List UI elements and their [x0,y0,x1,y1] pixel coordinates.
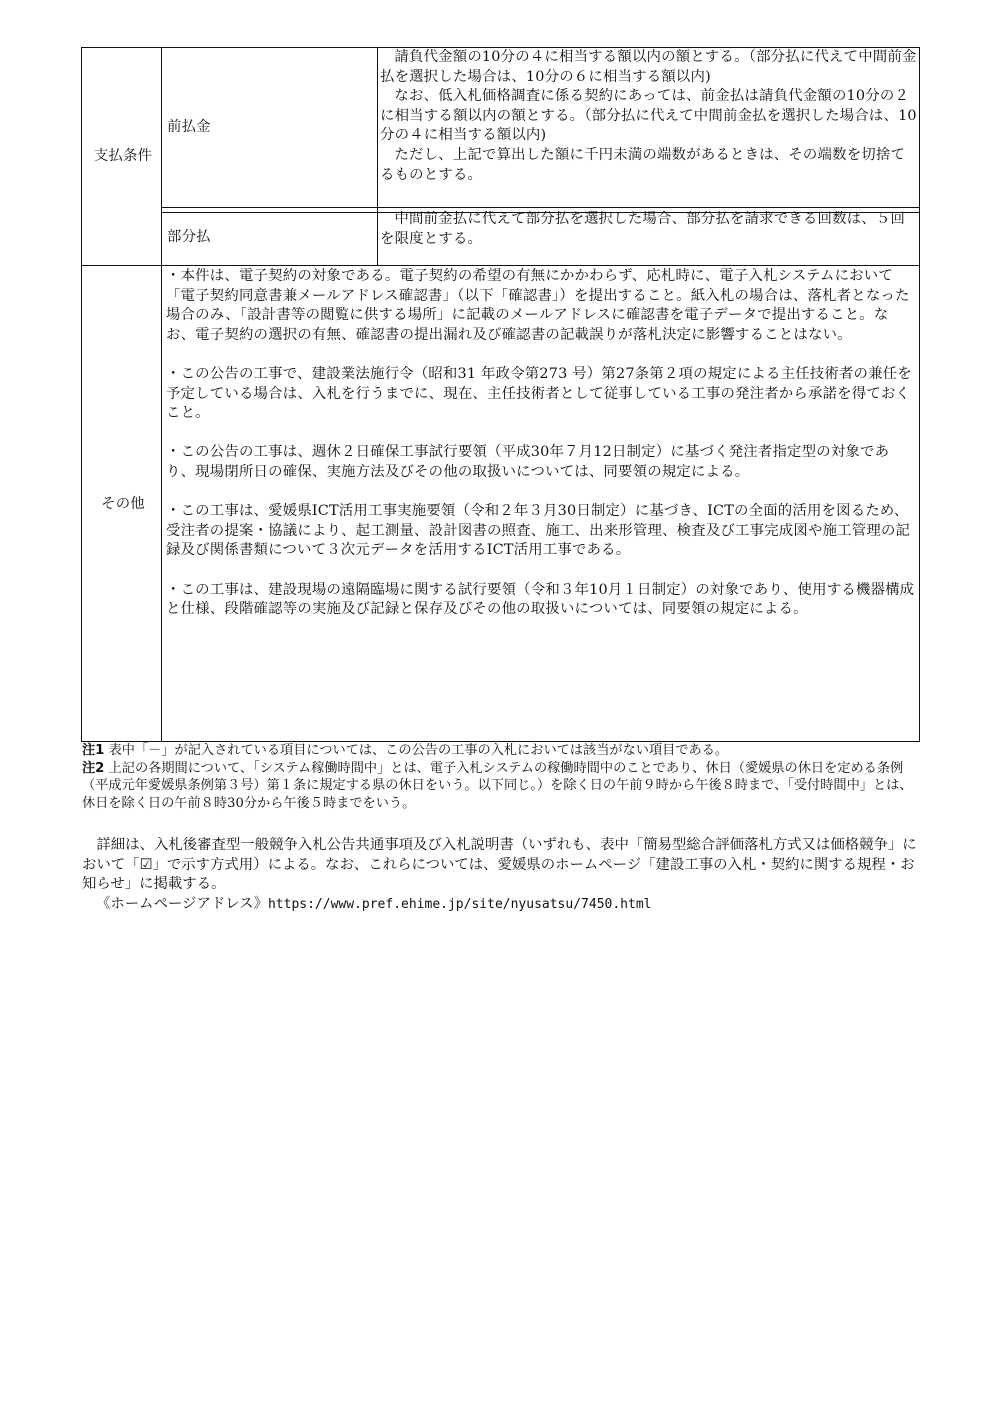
homepage-address-label: 《ホームページアドレス》 [96,895,268,912]
advance-payment-label: 前払金 [167,119,211,135]
other-paragraph-2: ・この公告の工事で、建設業法施行令（昭和31 年政令第273 号）第27条第２項の規定による主任技術者の兼任を予定している場合は、入札を行うまでに、現在、主任技術者として従事している工事の発注者から承諾を得ておくこと。 [166,365,912,422]
table-border-payment-bottom [81,265,920,266]
advance-payment-content [380,48,917,185]
payment-conditions-label: 支払条件 [93,148,153,164]
advance-payment-line-2: なお、低入札価格調査に係る契約にあっては、前金払は請負代金額の10分の２に相当する額以内の額とする。（部分払に代えて中間前金払を選択した場合は、10分の４に相当する額以内) [380,88,917,144]
other-content [166,267,916,620]
notes-section [82,742,922,812]
table-border-col1 [161,47,162,742]
note-2-label: 注2 [82,760,105,776]
other-paragraph-1: ・本件は、電子契約の対象である。電子契約の希望の有無にかかわらず、応札時に、電子入札システムにおいて「電子契約同意書兼メールアドレス確認書」（以下「確認書」）を提出すること。紙入札の場合は、落札者となった場合のみ、「設計書等の閲覧に供する場所」に記載のメールアドレスに確認書を電子データで提出すること。なお、電子契約の選択の有無、確認書の提出漏れ及び確認書の記載誤りが落札決定に影響することはない。 [166,268,910,343]
details-text: 詳細は、入札後審査型一般競争入札公告共通事項及び入札説明書（いずれも、表中「簡易型総合評価落札方式又は価格競争」において「☑」で示す方式用）による。なお、これらについては、愛媛県のホームページ「建設工事の入札・契約に関する規程・お知らせ」に掲載する。 [82,837,917,893]
advance-payment-line-3: ただし、上記で算出した額に千円未満の端数があるときは、その端数を切捨てるものとする。 [380,146,906,183]
note-1-text: 表中「－」が記入されている項目については、この公告の工事の入札においては該当がない項目である。 [108,743,729,758]
other-paragraph-4: ・この工事は、愛媛県ICT活用工事実施要領（令和２年３月30日制定）に基づき、ICTの全面的活用を図るため、受注者の提案・協議により、起工測量、設計図書の照査、施工、出来形管理、検査及び工事完成図や施工管理の記録及び関係書類について３次元データを活用するICT活用工事である。 [166,503,911,559]
other-paragraph-5: ・この工事は、建設現場の遠隔臨場に関する試行要領（令和３年10月１日制定）の対象であり、使用する機器構成と仕様、段階確認等の実施及び記録と保存及びその他の取扱いについては、同要領の規定による。 [166,581,915,618]
note-2-text: 上記の各期間について、「システム稼働時間中」とは、電子入札システムの稼働時間中のことであり、休日（愛媛県の休日を定める条例（平成元年愛媛県条例第３号）第１条に規定する県の休日をいう。以下同じ。）を除く日の午前９時から午後８時まで、「受付時間中」とは、休日を除く日の午前８時30分から午後５時までをいう。 [82,760,913,811]
other-label: その他 [101,496,145,512]
table-border-advance-bottom [161,207,920,208]
table-border-col2 [377,47,378,266]
note-2 [82,760,922,813]
partial-payment-text: 中間前金払に代えて部分払を選択した場合、部分払を請求できる回数は、５回を限度とする。 [380,211,906,247]
homepage-url-link[interactable]: https://www.pref.ehime.jp/site/nyusatsu/7450.html [267,896,652,912]
homepage-address [82,895,922,915]
table-border-right [919,47,920,742]
partial-payment-label: 部分払 [167,229,211,245]
details-section [82,836,922,914]
note-1-label: 注1 [82,743,105,758]
note-1 [82,742,922,760]
advance-payment-line-1: 請負代金額の10分の４に相当する額以内の額とする。（部分払に代えて中間前金払を選択した場合は、10分の６に相当する額以内) [380,49,917,85]
partial-payment-content [380,210,917,249]
table-border-left [81,47,82,742]
other-paragraph-3: ・この公告の工事は、週休２日確保工事試行要領（平成30年７月12日制定）に基づく発注者指定型の対象であり、現場閉所日の確保、実施方法及びその他の取扱いについては、同要領の規定による。 [166,444,890,480]
